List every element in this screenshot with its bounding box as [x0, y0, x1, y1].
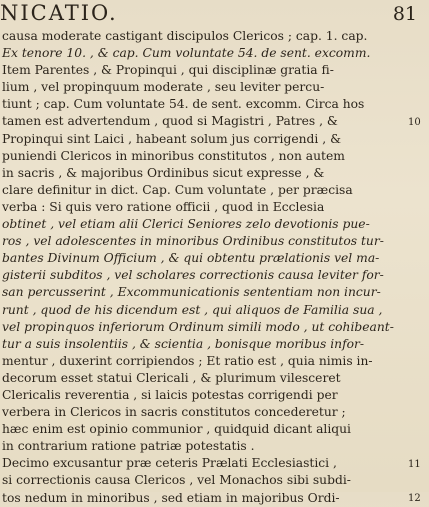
text-line: Ex tenore 10. , & cap. Cum voluntate 54. de sent. excomm.	[2, 46, 371, 61]
text-line: Item Parentes , & Propinqui , qui disciplinæ gratia fi-	[2, 63, 334, 78]
text-line: san percusserint , Excommunicationis sententiam non incur-	[2, 285, 381, 300]
text-line: runt , quod de his dicendum est , qui aliquos de Familia sua ,	[2, 302, 383, 317]
text-line: tos nedum in minoribus , sed etiam in majoribus Ordi-	[2, 490, 340, 505]
page-number: 81	[392, 3, 417, 25]
text-line: vel propinquos inferiorum Ordinum simili modo , ut cohibeant-	[2, 319, 394, 334]
text-line: tiunt ; cap. Cum voluntate 54. de sent. excomm. Circa hos	[2, 97, 365, 112]
margin-note-number: 11	[408, 458, 421, 470]
text-line: mentur , duxerint corripiendos ; Et ratio est , quia nimis in-	[2, 353, 373, 368]
margin-note-number: 10	[408, 116, 421, 128]
text-line: obtinet , vel etiam alii Clerici Seniores zelo devotionis pue-	[2, 217, 370, 232]
text-line: ros , vel adolescentes in minoribus Ordinibus constitutos tur-	[2, 234, 384, 249]
text-line: Propinqui sint Laici , habeant solum jus corrigendi , &	[2, 131, 342, 146]
text-line: Clericalis reverentia , si laicis potestas corrigendi per	[2, 387, 338, 402]
text-line: bantes Divinum Officium , & qui obtentu prælationis vel ma-	[2, 251, 380, 266]
running-head: NICATIO.	[0, 1, 118, 25]
text-line: in sacris , & majoribus Ordinibus sicut expresse , &	[2, 165, 325, 180]
text-line: clare definitur in dict. Cap. Cum voluntate , per præcisa	[2, 182, 353, 197]
text-line: Decimo excusantur præ ceteris Prælati Ecclesiastici ,	[2, 456, 337, 471]
text-line: si correctionis causa Clericos , vel Monachos sibi subdi-	[2, 473, 351, 488]
text-line: causa moderate castigant discipulos Clericos ; cap. 1. cap.	[2, 29, 368, 43]
margin-note-number: 12	[408, 492, 421, 504]
text-line: verbera in Clericos in sacris constitutos concederetur ;	[2, 405, 346, 420]
margin-notes	[402, 0, 429, 504]
text-line: decorum esset statui Clericali , & plurimum vilesceret	[2, 370, 341, 385]
text-line: verba : Si quis vero ratione officii , quod in Ecclesia	[2, 199, 325, 214]
page-header	[0, 0, 429, 26]
text-line: tur a suis insolentiis , & scientia , bonisque moribus infor-	[2, 336, 365, 351]
text-line: lium , vel propinquum moderate , seu leviter percu-	[2, 80, 325, 95]
text-line: puniendi Clericos in minoribus constitutos , non autem	[2, 148, 345, 163]
text-line: tamen est advertendum , quod si Magistri , Patres , &	[2, 114, 338, 129]
text-line: in contrarium ratione patriæ potestatis .	[2, 439, 255, 454]
body-text	[0, 28, 400, 507]
text-line: hæc enim est opinio communior , quidquid dicant aliqui	[2, 422, 351, 437]
text-line: gisterii subditos , vel scholares correctionis causa leviter for-	[2, 268, 384, 283]
